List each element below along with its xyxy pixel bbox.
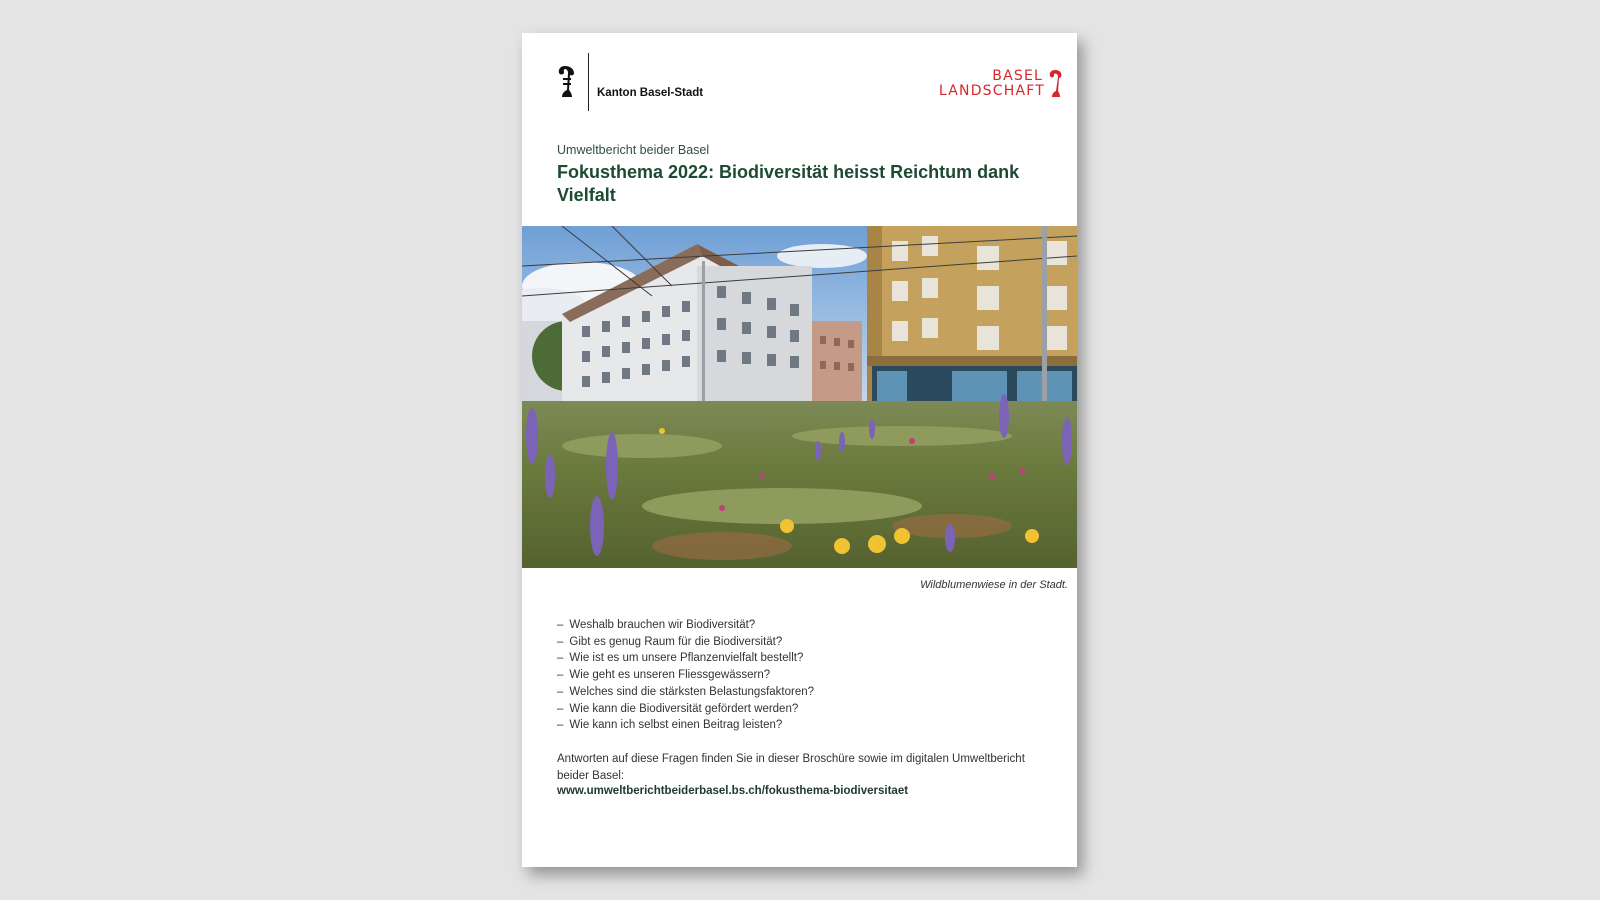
answer-paragraph: Antworten auf diese Fragen finden Sie in dieser Broschüre sowie im digitalen Umweltbericht beider Basel: <box>557 753 1025 782</box>
image-caption: Wildblumenwiese in der Stadt. <box>920 579 1068 591</box>
basel-landschaft-line1: BASEL <box>992 68 1043 84</box>
baselstab-icon <box>556 64 578 100</box>
brochure-page <box>522 33 1077 867</box>
list-item: – Gibt es genug Raum für die Biodiversität? <box>557 634 814 651</box>
report-link[interactable]: www.umweltberichtbeiderbasel.bs.ch/fokusthema-biodiversitaet <box>557 785 909 797</box>
basel-landschaft-logo <box>939 69 1063 99</box>
basel-landschaft-line2: LANDSCHAFT <box>938 83 1045 99</box>
basel-stadt-logo <box>556 53 703 111</box>
question-list <box>557 617 814 734</box>
page-title: Fokusthema 2022: Biodiversität heisst Reichtum dank Vielfalt <box>557 162 1020 205</box>
basel-stadt-name: Kanton Basel-Stadt <box>597 87 704 99</box>
wildflower-meadow-photo <box>522 226 1077 568</box>
logo-divider <box>588 53 589 111</box>
report-kicker: Umweltbericht beider Basel <box>557 143 710 157</box>
list-item: – Wie kann ich selbst einen Beitrag leisten? <box>557 717 814 734</box>
list-item: – Weshalb brauchen wir Biodiversität? <box>557 617 814 634</box>
list-item: – Wie ist es um unsere Pflanzenvielfalt bestellt? <box>557 650 814 667</box>
baselstab-red-icon <box>1047 69 1063 99</box>
list-item: – Wie kann die Biodiversität gefördert werden? <box>557 701 814 718</box>
list-item: – Welches sind die stärksten Belastungsfaktoren? <box>557 684 814 701</box>
list-item: – Wie geht es unseren Fliessgewässern? <box>557 667 814 684</box>
